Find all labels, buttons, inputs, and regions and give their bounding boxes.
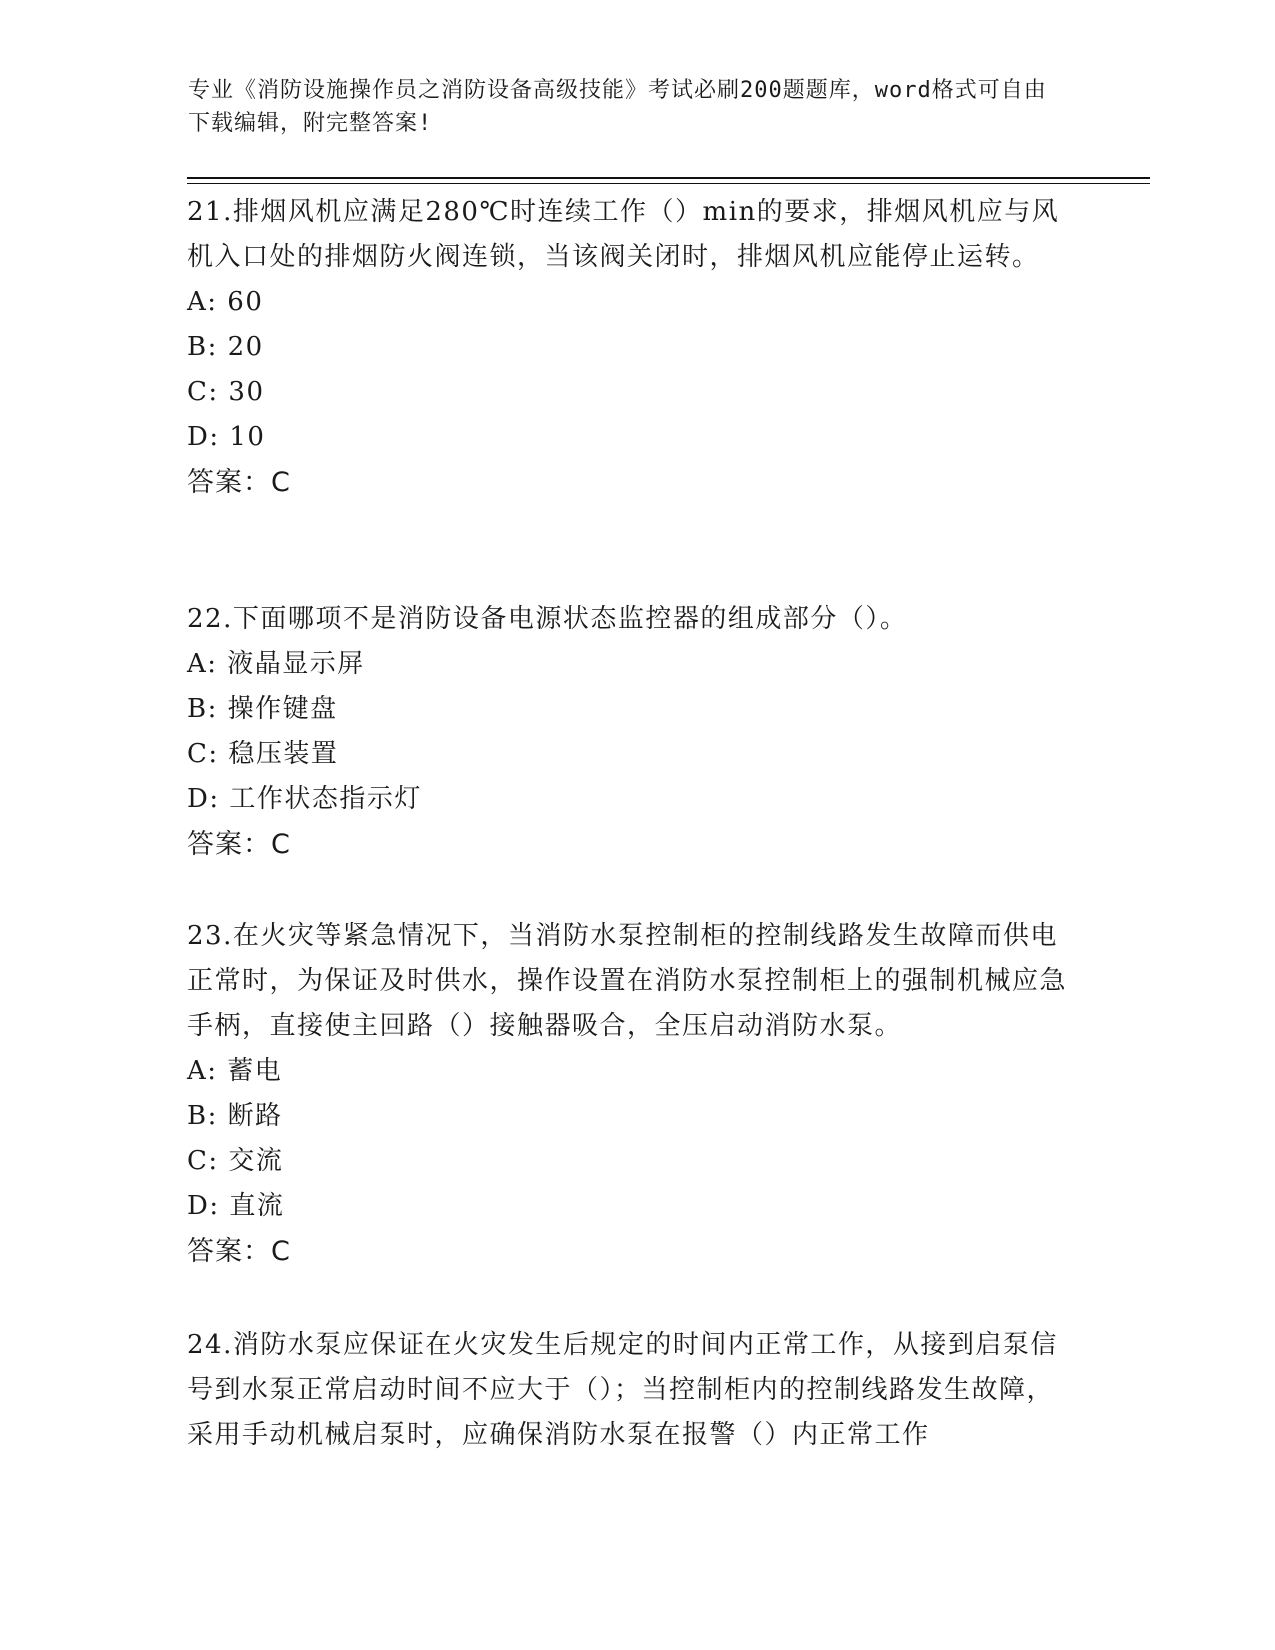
header-divider-thick — [187, 177, 1150, 179]
question-text: 21.排烟风机应满足280℃时连续工作（）min的要求，排烟风机应与风机入口处的排烟防火阀连锁，当该阀关闭时，排烟风机应能停止运转。 — [187, 197, 1060, 272]
header-intro: 专业《消防设施操作员之消防设备高级技能》考试必刷200题题库，word格式可自由下载编辑，附完整答案! — [188, 78, 1047, 136]
option-b: B: 断路 — [187, 1101, 283, 1131]
answer: 答案：C — [187, 829, 291, 860]
option-d: D: 工作状态指示灯 — [187, 784, 422, 814]
question-text: 24.消防水泵应保证在火灾发生后规定的时间内正常工作，从接到启泵信号到水泵正常启动时间不应大于（）；当控制柜内的控制线路发生故障，采用手动机械启泵时，应确保消防水泵在报警（）内正常工作 — [187, 1330, 1058, 1450]
option-d: D: 直流 — [187, 1191, 285, 1221]
option-a: A: 60 — [187, 287, 264, 317]
option-a: A: 蓄电 — [187, 1056, 283, 1086]
option-c: C: 30 — [187, 377, 265, 407]
option-c: C: 稳压装置 — [187, 739, 339, 769]
document-header — [188, 74, 1068, 140]
answer: 答案：C — [187, 467, 291, 498]
question-text: 23.在火灾等紧急情况下，当消防水泵控制柜的控制线路发生故障而供电正常时，为保证及时供水，操作设置在消防水泵控制柜上的强制机械应急手柄，直接使主回路（）接触器吸合，全压启动消防水泵。 — [187, 921, 1068, 1041]
option-d: D: 10 — [187, 422, 266, 452]
option-a: A: 液晶显示屏 — [187, 649, 365, 679]
question-21 — [187, 190, 1077, 505]
option-c: C: 交流 — [187, 1146, 284, 1176]
question-text: 22.下面哪项不是消防设备电源状态监控器的组成部分（）。 — [187, 604, 908, 634]
option-b: B: 操作键盘 — [187, 694, 338, 724]
option-b: B: 20 — [187, 332, 264, 362]
question-23 — [187, 914, 1077, 1274]
header-divider-thin — [187, 183, 1150, 184]
answer: 答案：C — [187, 1236, 291, 1267]
question-24 — [187, 1323, 1077, 1458]
question-22 — [187, 597, 1077, 867]
